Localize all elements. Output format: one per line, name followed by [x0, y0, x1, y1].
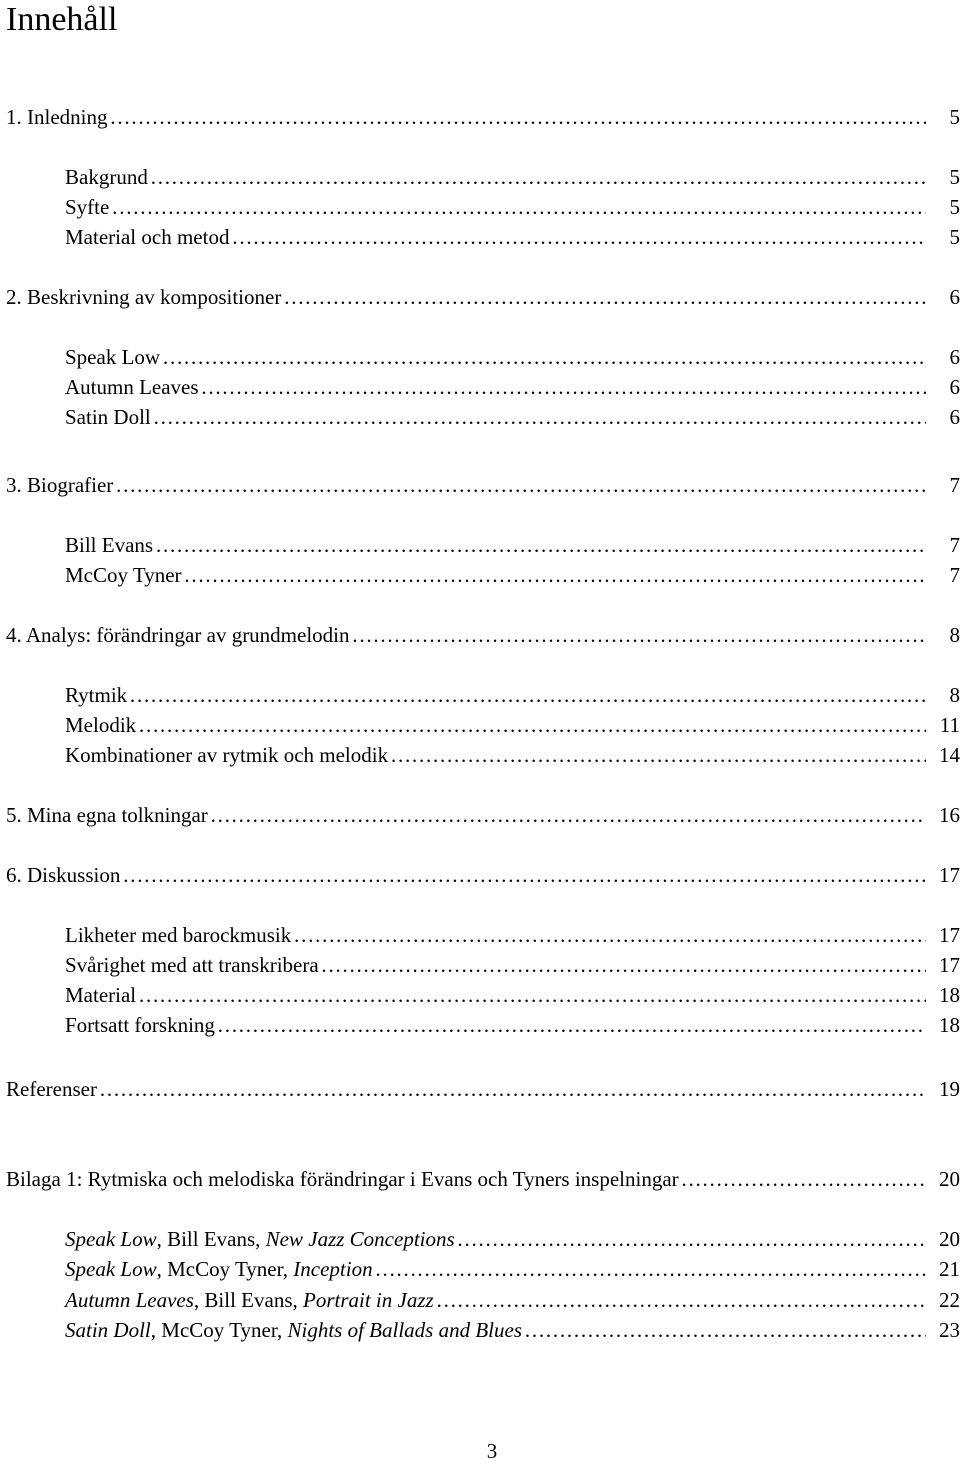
- toc-dot-leader: [155, 530, 926, 560]
- toc-entry-title: [65, 920, 291, 950]
- toc-subentry: [65, 1224, 960, 1254]
- toc-entry-title: [65, 192, 109, 222]
- toc-dot-leader: [115, 470, 926, 500]
- toc-subentry: [65, 950, 960, 980]
- toc-entry-title-text: 4. Analys: förändringar av grundmelodin: [6, 623, 350, 647]
- toc-entry-title: [65, 1254, 373, 1284]
- toc-entry-title-italic: Autumn Leaves: [65, 1288, 194, 1312]
- toc-dot-leader: [109, 102, 926, 132]
- toc-entry-title-text: Bilaga 1: Rytmiska och melodiska förändringar i Evans och Tyners inspelningar: [6, 1167, 679, 1191]
- toc-entry-title-text: Kombinationer av rytmik och melodik: [65, 743, 389, 767]
- toc-entry-title-text: Fortsatt forskning: [65, 1013, 215, 1037]
- toc-page-number: 17: [939, 863, 960, 887]
- toc-entry-title-italic: Speak Low: [65, 1257, 157, 1281]
- toc-entry-title-text: Referenser: [6, 1077, 97, 1101]
- toc-dot-leader: [150, 162, 926, 192]
- toc-page-number: 19: [939, 1077, 960, 1101]
- toc-entry-title: [65, 402, 151, 432]
- toc-page-number: 14: [939, 743, 960, 767]
- toc-dot-leader: [122, 860, 926, 890]
- toc-dot-leader: [210, 800, 926, 830]
- toc-entry-title: [65, 1285, 434, 1315]
- toc-page-number: 18: [939, 1013, 960, 1037]
- toc-entry: [6, 1074, 960, 1104]
- toc-entry-title-text: , Bill Evans,: [193, 1288, 303, 1312]
- toc-entry-title-italic: Speak Low: [65, 1227, 157, 1251]
- toc-entry-title-text: Rytmik: [65, 683, 128, 707]
- toc-page-number: 6: [949, 375, 960, 399]
- toc-dot-leader: [293, 920, 926, 950]
- toc-entry-title-text: , McCoy Tyner,: [156, 1257, 294, 1281]
- toc-subentry: [65, 680, 960, 710]
- toc-entry: [6, 102, 960, 132]
- toc-entry-title: [65, 980, 136, 1010]
- toc-dot-leader: [390, 740, 926, 770]
- toc-entry-title-text: Material och metod: [65, 225, 230, 249]
- toc-entry-title-text: McCoy Tyner: [65, 563, 182, 587]
- toc-entry-title-text: Bill Evans: [65, 533, 154, 557]
- toc-page-number: 8: [949, 623, 960, 647]
- toc-entry-title: [65, 1315, 522, 1345]
- toc-entry: [6, 1164, 960, 1194]
- toc-page-number: 7: [949, 533, 960, 557]
- toc-dot-leader: [524, 1315, 926, 1345]
- toc-entry-title: [65, 530, 153, 560]
- toc-dot-leader: [111, 192, 926, 222]
- toc-dot-leader: [162, 342, 926, 372]
- toc-entry-title: [6, 620, 350, 650]
- toc-entry-title-italic: Inception: [293, 1257, 373, 1281]
- toc-dot-leader: [138, 980, 926, 1010]
- toc-page-number: 8: [949, 683, 960, 707]
- toc-heading: Innehåll: [6, 1, 118, 38]
- toc-subentry: [65, 162, 960, 192]
- toc-page-number: 17: [939, 923, 960, 947]
- toc-entry-title: [65, 710, 136, 740]
- toc-entry-title: [6, 800, 208, 830]
- toc-dot-leader: [153, 402, 926, 432]
- page-number: 3: [486, 1439, 498, 1463]
- toc-entry-title-text: Material: [65, 983, 137, 1007]
- toc-entry-title: [65, 222, 229, 252]
- toc-entry: [6, 282, 960, 312]
- toc-entry-title: [65, 950, 319, 980]
- toc-entry-title-italic: New Jazz Conceptions: [265, 1227, 455, 1251]
- toc-dot-leader: [231, 222, 926, 252]
- toc-page-number: 18: [939, 983, 960, 1007]
- toc-entry: [6, 860, 960, 890]
- toc-entry-title-text: Syfte: [65, 195, 110, 219]
- toc-page-number: 20: [939, 1167, 960, 1191]
- toc-subentry: [65, 710, 960, 740]
- toc-page-number: 6: [949, 405, 960, 429]
- toc-entry-title-text: 6. Diskussion: [6, 863, 121, 887]
- toc-entry: [6, 620, 960, 650]
- toc-dot-leader: [217, 1010, 926, 1040]
- toc-entry: [6, 800, 960, 830]
- toc-dot-leader: [436, 1285, 926, 1315]
- toc-dot-leader: [457, 1224, 926, 1254]
- toc-dot-leader: [201, 372, 926, 402]
- toc-entry-title: [65, 1010, 215, 1040]
- toc-dot-leader: [321, 950, 926, 980]
- toc-subentry: [65, 920, 960, 950]
- toc-subentry: [65, 402, 960, 432]
- toc-subentry: [65, 530, 960, 560]
- toc-entry-title-text: Likheter med barockmusik: [65, 923, 292, 947]
- toc-entry: [6, 470, 960, 500]
- toc-page-number: 17: [939, 953, 960, 977]
- toc-entry-title-text: 5. Mina egna tolkningar: [6, 803, 208, 827]
- toc-entry-title: [6, 1164, 679, 1194]
- toc-entry-title: [65, 740, 388, 770]
- toc-page-number: 21: [939, 1257, 960, 1281]
- toc-entry-title-italic: Nights of Ballads and Blues: [287, 1318, 522, 1342]
- toc-page-number: 20: [939, 1227, 960, 1251]
- toc-entry-title-text: 2. Beskrivning av kompositioner: [6, 285, 282, 309]
- toc-page-number: 5: [949, 105, 960, 129]
- toc-page-number: 7: [949, 563, 960, 587]
- toc-entry-title-text: Autumn Leaves: [65, 375, 199, 399]
- toc-dot-leader: [138, 710, 926, 740]
- toc-subentry: [65, 560, 960, 590]
- toc-dot-leader: [283, 282, 926, 312]
- toc-page-number: 22: [939, 1288, 960, 1312]
- toc-entry-title-text: Bakgrund: [65, 165, 148, 189]
- toc-entry-title: [65, 1224, 455, 1254]
- toc-entry-title: [65, 162, 148, 192]
- toc-entry-title-text: Svårighet med att transkribera: [65, 953, 319, 977]
- toc-entry-title-text: , Bill Evans,: [156, 1227, 266, 1251]
- toc-entry-title: [65, 372, 199, 402]
- toc-page-number: 7: [949, 473, 960, 497]
- toc-page-number: 5: [949, 165, 960, 189]
- toc-entry-title-text: 1. Inledning: [6, 105, 108, 129]
- toc-entry-title-text: Melodik: [65, 713, 137, 737]
- toc-entry-title: [6, 102, 107, 132]
- toc-dot-leader: [681, 1164, 926, 1194]
- toc-dot-leader: [184, 560, 926, 590]
- toc-subentry: [65, 372, 960, 402]
- toc-subentry: [65, 740, 960, 770]
- toc-entry-title: [6, 1074, 97, 1104]
- toc-page-number: 6: [949, 345, 960, 369]
- toc-subentry: [65, 1285, 960, 1315]
- toc-entry-title-italic: Portrait in Jazz: [303, 1288, 434, 1312]
- toc-entry-title: [65, 680, 127, 710]
- toc-entry-title-text: Speak Low: [65, 345, 161, 369]
- toc-subentry: [65, 1315, 960, 1345]
- toc-entry-title: [65, 342, 160, 372]
- toc-page-number: 5: [949, 225, 960, 249]
- toc-entry-title-italic: Satin Doll: [65, 1318, 151, 1342]
- toc-subentry: [65, 342, 960, 372]
- toc-subentry: [65, 1254, 960, 1284]
- toc-entry-title: [6, 470, 113, 500]
- toc-dot-leader: [375, 1254, 926, 1284]
- toc-subentry: [65, 1010, 960, 1040]
- toc-entry-title-text: , McCoy Tyner,: [150, 1318, 288, 1342]
- toc-subentry: [65, 192, 960, 222]
- toc-page-number: 5: [949, 195, 960, 219]
- toc-entry-title: [6, 282, 281, 312]
- toc-dot-leader: [99, 1074, 926, 1104]
- toc-dot-leader: [129, 680, 926, 710]
- toc-subentry: [65, 980, 960, 1010]
- toc-subentry: [65, 222, 960, 252]
- toc-page-number: 11: [939, 713, 960, 737]
- toc-page-number: 23: [939, 1318, 960, 1342]
- toc-page-number: 16: [939, 803, 960, 827]
- toc-entry-title-text: 3. Biografier: [6, 473, 114, 497]
- toc-dot-leader: [352, 620, 926, 650]
- toc-entry-title: [6, 860, 120, 890]
- toc-entry-title: [65, 560, 182, 590]
- toc-entry-title-text: Satin Doll: [65, 405, 151, 429]
- toc-page-number: 6: [949, 285, 960, 309]
